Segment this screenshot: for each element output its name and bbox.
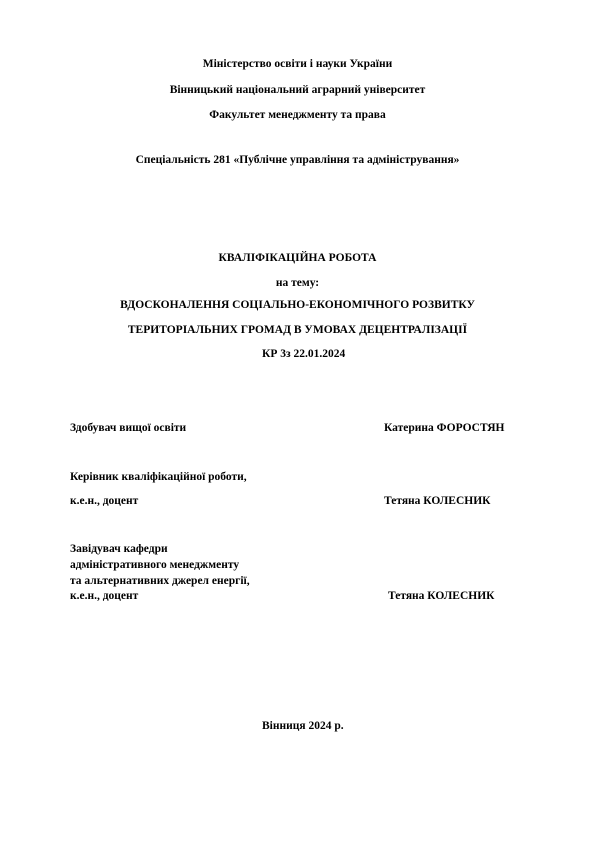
topic-line-2: ТЕРИТОРІАЛЬНИХ ГРОМАД В УМОВАХ ДЕЦЕНТРАЛІЗАЦІЇ <box>127 324 468 336</box>
topic-line-1: ВДОСКОНАЛЕННЯ СОЦІАЛЬНО-ЕКОНОМІЧНОГО РОЗВИТКУ <box>120 299 475 311</box>
faculty-line: Факультет менеджменту та права <box>209 109 386 121</box>
student-name: Катерина ФОРОСТЯН <box>384 422 505 434</box>
university-line: Вінницький національний аграрний університет <box>169 84 426 96</box>
supervisor-role-line-1: Керівник кваліфікаційної роботи, <box>70 471 247 483</box>
work-code: КР 3з 22.01.2024 <box>262 348 346 360</box>
ministry-line: Міністерство освіти і науки України <box>202 58 393 70</box>
supervisor-name: Тетяна КОЛЕСНИК <box>384 495 491 507</box>
work-type-title: КВАЛІФІКАЦІЙНА РОБОТА <box>218 252 377 264</box>
head-role-line-3: та альтернативних джерел енергії, <box>70 575 250 587</box>
on-topic-label: на тему: <box>275 277 320 289</box>
student-role-label: Здобувач вищої освіти <box>70 422 187 434</box>
head-role-line-2: адміністративного менеджменту <box>70 559 240 571</box>
head-name: Тетяна КОЛЕСНИК <box>388 590 495 602</box>
specialty-line: Спеціальність 281 «Публічне управління та адміністрування» <box>135 154 460 166</box>
head-role-line-1: Завідувач кафедри <box>70 543 168 555</box>
head-role-line-4: к.е.н., доцент <box>70 590 139 602</box>
city-year: Вінниця 2024 р. <box>262 720 344 732</box>
supervisor-role-line-2: к.е.н., доцент <box>70 495 139 507</box>
